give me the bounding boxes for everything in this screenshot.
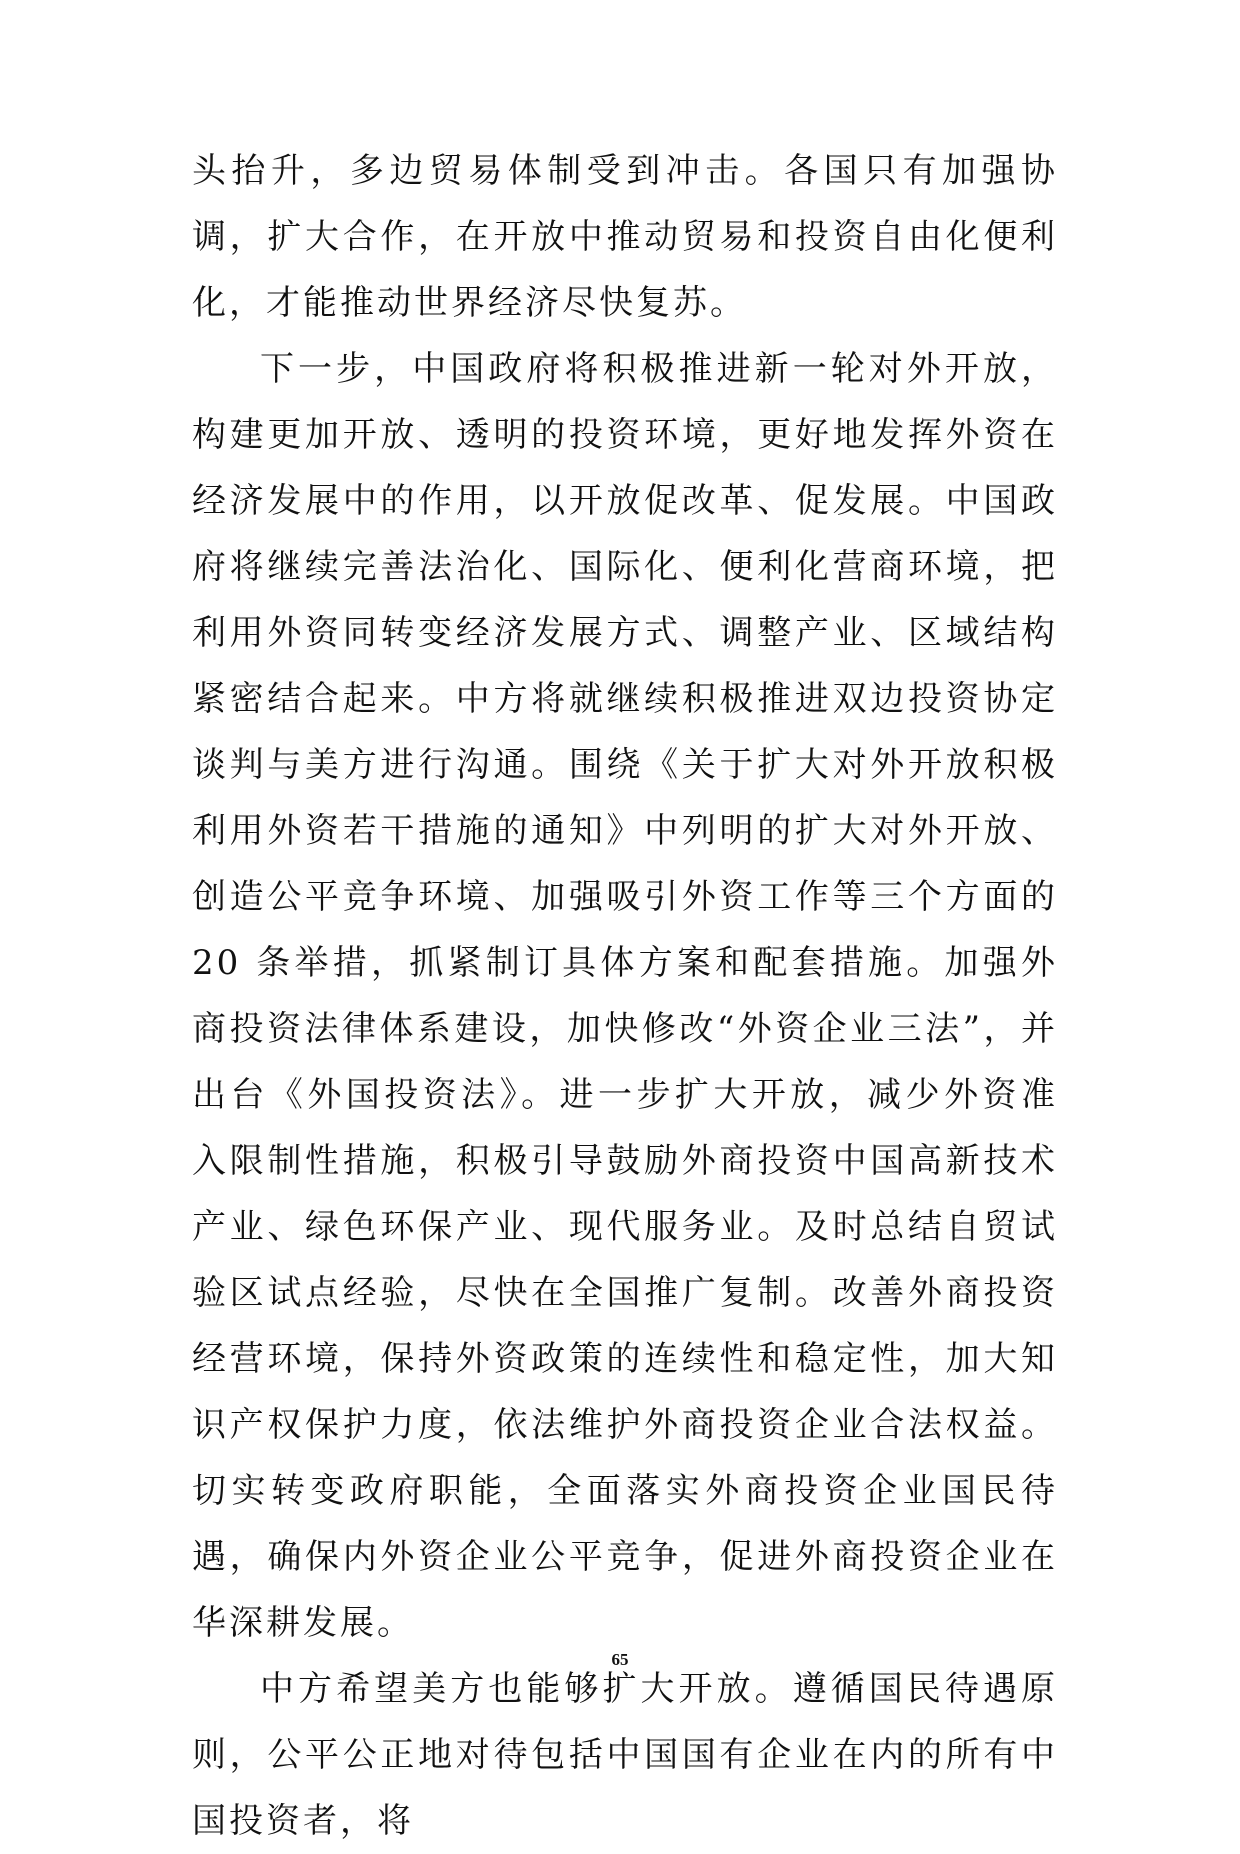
paragraph-1: 头抬升，多边贸易体制受到冲击。各国只有加强协调，扩大合作，在开放中推动贸易和投资自由化便利化，才能推动世界经济尽快复苏。 <box>192 151 1058 323</box>
paragraph-3: 中方希望美方也能够扩大开放。遵循国民待遇原则，公平公正地对待包括中国国有企业在内的所有中国投资者，将 <box>192 1669 1058 1841</box>
page-number: 65 <box>611 1650 629 1669</box>
body-text <box>192 138 1058 1854</box>
paragraph-2: 下一步，中国政府将积极推进新一轮对外开放，构建更加开放、透明的投资环境，更好地发挥外资在经济发展中的作用，以开放促改革、促发展。中国政府将继续完善法治化、国际化、便利化营商环境，把利用外资同转变经济发展方式、调整产业、区域结构紧密结合起来。中方将就继续积极推进双边投资协定谈判与美方进行沟通。围绕《关于扩大对外开放积极利用外资若干措施的通知》中列明的扩大对外开放、创造公平竞争环境、加强吸引外资工作等三个方面的 20 条举措，抓紧制订具体方案和配套措施。加强外商投资法律体系建设，加快修改“外资企业三法”，并出台《外国投资法》。进一步扩大开放，减少外资准入限制性措施，积极引导鼓励外商投资中国高新技术产业、绿色环保产业、现代服务业。及时总结自贸试验区试点经验，尽快在全国推广复制。改善外商投资经营环境，保持外资政策的连续性和稳定性，加大知识产权保护力度，依法维护外商投资企业合法权益。切实转变政府职能，全面落实外商投资企业国民待遇，确保内外资企业公平竞争，促进外商投资企业在华深耕发展。 <box>192 349 1058 1643</box>
